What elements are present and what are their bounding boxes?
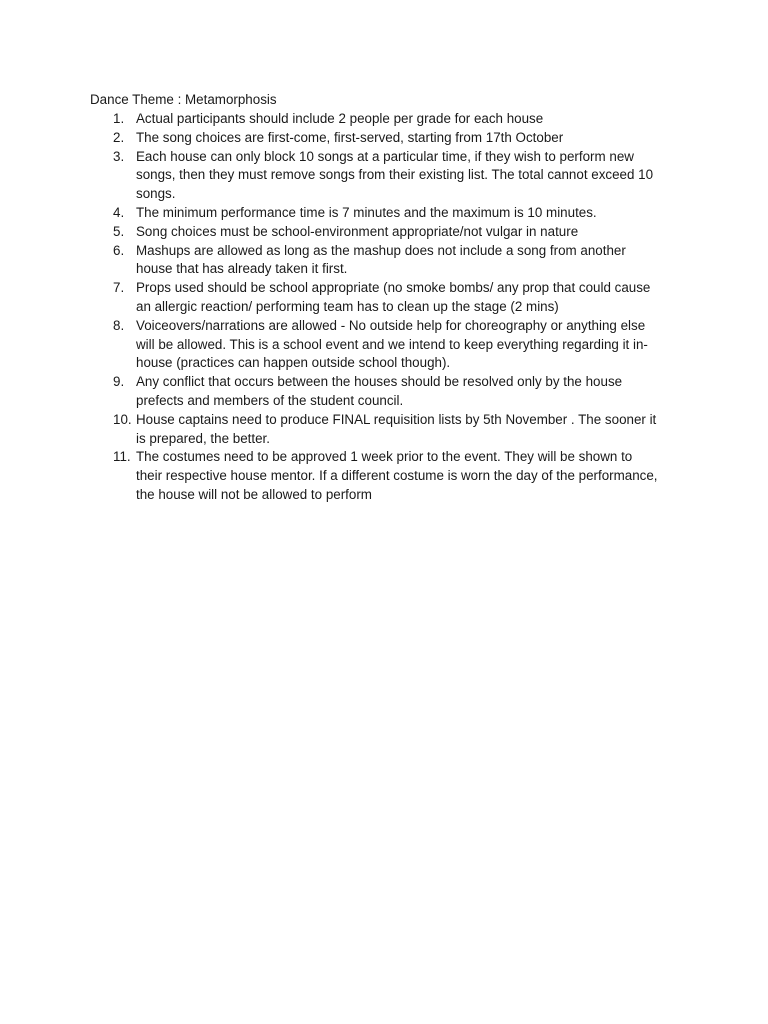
- rule-item-9: [0, 373, 768, 411]
- rule-item-4: [0, 204, 768, 223]
- rule-number: 9.: [113, 374, 125, 390]
- rule-item-10: [0, 411, 768, 449]
- rule-text: Props used should be school appropriate (no smoke bombs/ any prop that could cause an allergic reaction/ performing team has to clean up the stage (2 mins): [136, 280, 651, 314]
- rule-number: 7.: [113, 280, 125, 296]
- rule-text: The song choices are first-come, first-served, starting from 17th October: [136, 129, 564, 145]
- rule-number: 4.: [113, 204, 125, 220]
- rule-number: 8.: [113, 317, 125, 333]
- rule-number: 3.: [113, 148, 125, 164]
- rule-number: 1.: [113, 111, 125, 126]
- rules-list: [0, 110, 768, 505]
- rule-item-2: [0, 129, 768, 148]
- document-title: Dance Theme : Metamorphosis: [90, 92, 277, 107]
- rule-item-7: [0, 279, 768, 317]
- rule-text: Actual participants should include 2 people per grade for each house: [136, 111, 544, 126]
- rule-text: House captains need to produce FINAL requisition lists by 5th November . The sooner it is prepared, the better.: [136, 411, 657, 446]
- rule-item-5: [0, 223, 768, 242]
- rule-text: Mashups are allowed as long as the mashup does not include a song from another house that has already taken it first.: [136, 242, 626, 277]
- rule-item-6: [0, 242, 768, 280]
- rule-number: 6.: [113, 242, 125, 258]
- rule-number: 2.: [113, 129, 125, 145]
- rule-text: The costumes need to be approved 1 week prior to the event. They will be shown to their respective house mentor. If a different costume is worn the day of the performance, the house will not be allowed to perform: [136, 449, 658, 502]
- rule-number: 5.: [113, 223, 125, 239]
- rule-item-3: [0, 148, 768, 204]
- rule-item-1: [0, 110, 768, 129]
- rule-text: Song choices must be school-environment appropriate/not vulgar in nature: [136, 223, 579, 239]
- rule-text: Any conflict that occurs between the houses should be resolved only by the house prefects and members of the student council.: [136, 374, 623, 408]
- rule-item-11: [0, 448, 768, 504]
- rule-item-8: [0, 317, 768, 373]
- rule-text: Each house can only block 10 songs at a particular time, if they wish to perform new songs, then they must remove songs from their existing list. The total cannot exceed 10 songs.: [136, 148, 654, 202]
- rule-number: 11.: [113, 449, 131, 465]
- rule-text: Voiceovers/narrations are allowed - No outside help for choreography or anything else will be allowed. This is a school event and we intend to keep everything regarding it in- house (practices can happen outside school though).: [136, 317, 648, 371]
- rule-text: The minimum performance time is 7 minutes and the maximum is 10 minutes.: [136, 204, 597, 220]
- rule-number: 10.: [113, 411, 132, 427]
